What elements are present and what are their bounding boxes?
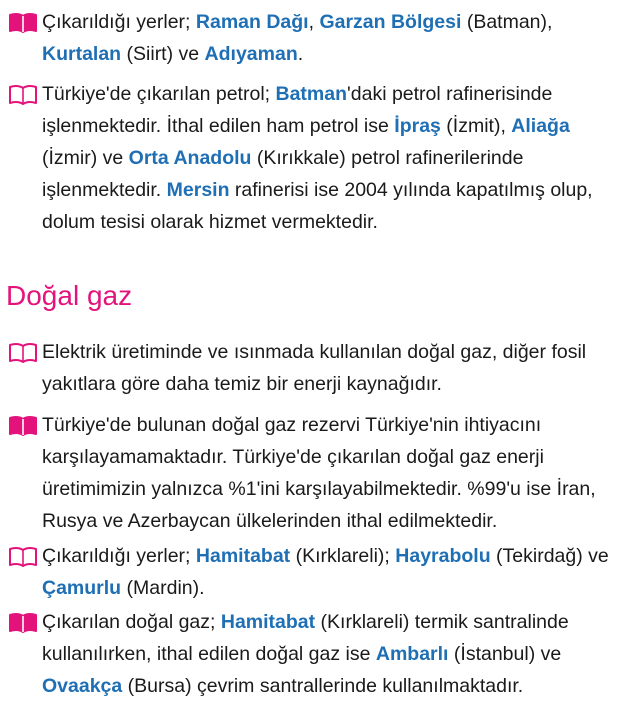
list-item (8, 540, 613, 604)
list-item (8, 336, 613, 400)
text-segment: (İstanbul) ve (448, 643, 562, 665)
book-outline-icon (8, 342, 38, 364)
list-item-text (8, 336, 613, 400)
book-filled-icon (8, 415, 38, 437)
list-item (8, 606, 613, 702)
list-item-text (8, 6, 613, 70)
list-item-text (8, 606, 613, 702)
highlighted-term: Çamurlu (42, 577, 122, 599)
text-segment: (Tekirdağ) ve (490, 545, 609, 567)
highlighted-term: İpraş (394, 115, 441, 137)
book-outline-icon (8, 546, 38, 568)
highlighted-term: Hayrabolu (395, 545, 491, 567)
text-segment: (Bursa) çevrim santrallerinde kullanılmaktadır. (122, 675, 524, 697)
text-segment: (Batman), (461, 11, 553, 33)
book-outline-icon (8, 84, 38, 106)
text-segment: (Kırklareli); (290, 545, 396, 567)
text-segment: rafinerisi ise 2004 yılında kapatılmış olup, dolum tesisi olarak hizmet vermektedir. (42, 179, 593, 233)
text-segment: Çıkarıldığı yerler; (42, 11, 196, 33)
list-item-text (8, 78, 613, 238)
text-segment: Elektrik üretiminde ve ısınmada kullanılan doğal gaz, diğer fosil yakıtlara göre daha temiz bir enerji kaynağıdır. (42, 341, 587, 395)
highlighted-term: Raman Dağı (195, 11, 309, 33)
highlighted-term: Orta Anadolu (128, 147, 252, 169)
list-item-text (8, 409, 613, 537)
text-segment: 'daki petrol rafinerisinde işlenmektedir. İthal edilen ham petrol ise (42, 83, 553, 137)
text-segment: (Kırklareli) termik santralinde kullanılırken, ithal edilen doğal gaz ise (42, 611, 569, 665)
highlighted-term: Mersin (166, 179, 230, 201)
highlighted-term: Kurtalan (42, 43, 122, 65)
section-title: Doğal gaz (6, 280, 133, 311)
book-filled-icon (8, 612, 38, 634)
text-segment: Türkiye'de bulunan doğal gaz rezervi Türkiye'nin ihtiyacını karşılayamamaktadır. Türkiye'de çıkarılan doğal gaz enerji üretimimizin yalnızca %1'ini karşılayabilmektedir. %99'u ise İran, Rusya ve Azerbaycan ülkelerinden ithal edilmektedir. (42, 414, 596, 532)
highlighted-term: Ambarlı (375, 643, 449, 665)
book-filled-icon (8, 12, 38, 34)
text-segment: Çıkarıldığı yerler; (42, 545, 196, 567)
text-segment: . (297, 43, 304, 65)
list-item (8, 78, 613, 238)
highlighted-term: Adıyaman (204, 43, 298, 65)
text-segment: (İzmit), (440, 115, 512, 137)
highlighted-term: Hamitabat (220, 611, 316, 633)
highlighted-term: Aliağa (511, 115, 570, 137)
text-segment: Türkiye'de çıkarılan petrol; (42, 83, 276, 105)
text-segment: (Kırıkkale) petrol rafinerilerinde işlenmektedir. (42, 147, 524, 201)
text-segment: (Mardin). (121, 577, 205, 599)
highlighted-term: Batman (275, 83, 348, 105)
highlighted-term: Hamitabat (195, 545, 291, 567)
list-item-text (8, 540, 613, 604)
text-segment: (İzmir) ve (42, 147, 129, 169)
text-segment: , (308, 11, 320, 33)
highlighted-term: Garzan Bölgesi (319, 11, 462, 33)
list-item (8, 409, 613, 537)
text-segment: (Siirt) ve (121, 43, 205, 65)
text-segment: Çıkarılan doğal gaz; (42, 611, 221, 633)
highlighted-term: Ovaakça (42, 675, 123, 697)
list-item (8, 6, 613, 70)
